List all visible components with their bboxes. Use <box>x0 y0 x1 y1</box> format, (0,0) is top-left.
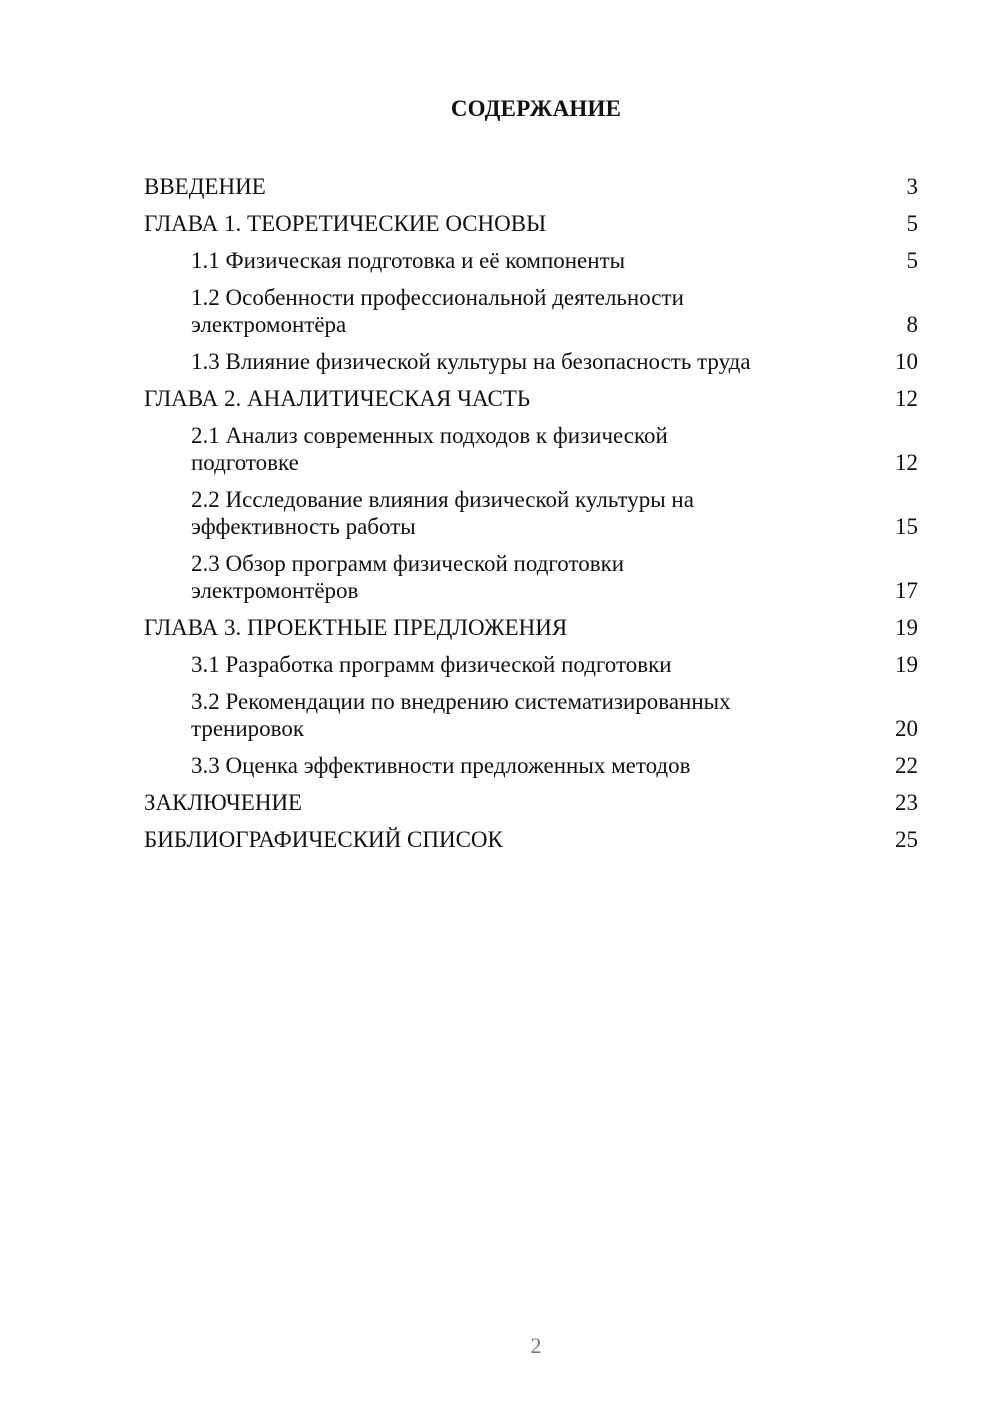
toc-entry-section-1-2[interactable] <box>144 279 918 343</box>
toc-entry-text: ГЛАВА 1. ТЕОРЕТИЧЕСКИЕ ОСНОВЫ <box>144 211 547 236</box>
toc-entry-page: 3 <box>906 174 918 199</box>
toc-entry-section-3-2[interactable] <box>144 683 918 747</box>
toc-entry-text: 1.1 Физическая подготовка и её компоненты <box>191 248 626 273</box>
page-title: СОДЕРЖАНИЕ <box>450 96 622 121</box>
toc-entry-section-2-3[interactable] <box>144 545 918 609</box>
toc-entry-page: 10 <box>895 349 918 374</box>
toc-entry-text: 2.1 Анализ современных подходов к физической подготовке <box>191 423 668 475</box>
toc-entry-chapter-3[interactable] <box>144 609 918 646</box>
toc-entry-bibliography[interactable] <box>144 821 918 858</box>
toc-entry-page: 5 <box>906 211 918 236</box>
toc-entry-section-2-1[interactable] <box>144 417 918 481</box>
toc-entry-text: 2.3 Обзор программ физической подготовки электромонтёров <box>191 551 625 603</box>
toc-entry-section-2-2[interactable] <box>144 481 918 545</box>
toc-entry-text: БИБЛИОГРАФИЧЕСКИЙ СПИСОК <box>144 827 503 852</box>
toc-entry-section-1-1[interactable] <box>144 242 918 279</box>
table-of-contents <box>144 168 918 858</box>
toc-entry-text: ЗАКЛЮЧЕНИЕ <box>144 790 303 815</box>
toc-entry-page: 23 <box>895 790 918 815</box>
toc-entry-text: 3.3 Оценка эффективности предложенных методов <box>191 753 691 778</box>
toc-entry-page: 5 <box>906 248 918 273</box>
toc-entry-text: ГЛАВА 3. ПРОЕКТНЫЕ ПРЕДЛОЖЕНИЯ <box>144 615 568 640</box>
toc-entry-section-3-3[interactable] <box>144 747 918 784</box>
toc-entry-page: 15 <box>895 514 918 539</box>
toc-entry-text: ВВЕДЕНИЕ <box>144 174 266 199</box>
toc-entry-text: 1.3 Влияние физической культуры на безопасность труда <box>191 349 751 374</box>
toc-entry-text: ГЛАВА 2. АНАЛИТИЧЕСКАЯ ЧАСТЬ <box>144 386 531 411</box>
page-number: 2 <box>530 1333 542 1358</box>
toc-entry-section-1-3[interactable] <box>144 343 918 380</box>
toc-entry-section-3-1[interactable] <box>144 646 918 683</box>
toc-entry-conclusion[interactable] <box>144 784 918 821</box>
toc-entry-text: 1.2 Особенности профессиональной деятельности электромонтёра <box>191 285 684 337</box>
toc-entry-page: 19 <box>895 652 918 677</box>
toc-entry-introduction[interactable] <box>144 168 918 205</box>
toc-entry-page: 20 <box>895 716 918 741</box>
toc-entry-page: 12 <box>895 386 918 411</box>
toc-entry-page: 8 <box>906 312 918 337</box>
toc-entry-page: 22 <box>895 753 918 778</box>
toc-entry-text: 3.1 Разработка программ физической подготовки <box>191 652 672 677</box>
toc-entry-text: 2.2 Исследование влияния физической культуры на эффективность работы <box>191 487 694 539</box>
toc-entry-text: 3.2 Рекомендации по внедрению систематизированных тренировок <box>191 689 731 741</box>
toc-entry-page: 19 <box>895 615 918 640</box>
toc-entry-page: 17 <box>895 578 918 603</box>
toc-entry-chapter-2[interactable] <box>144 380 918 417</box>
toc-entry-page: 12 <box>895 450 918 475</box>
toc-entry-chapter-1[interactable] <box>144 205 918 242</box>
toc-entry-page: 25 <box>895 827 918 852</box>
